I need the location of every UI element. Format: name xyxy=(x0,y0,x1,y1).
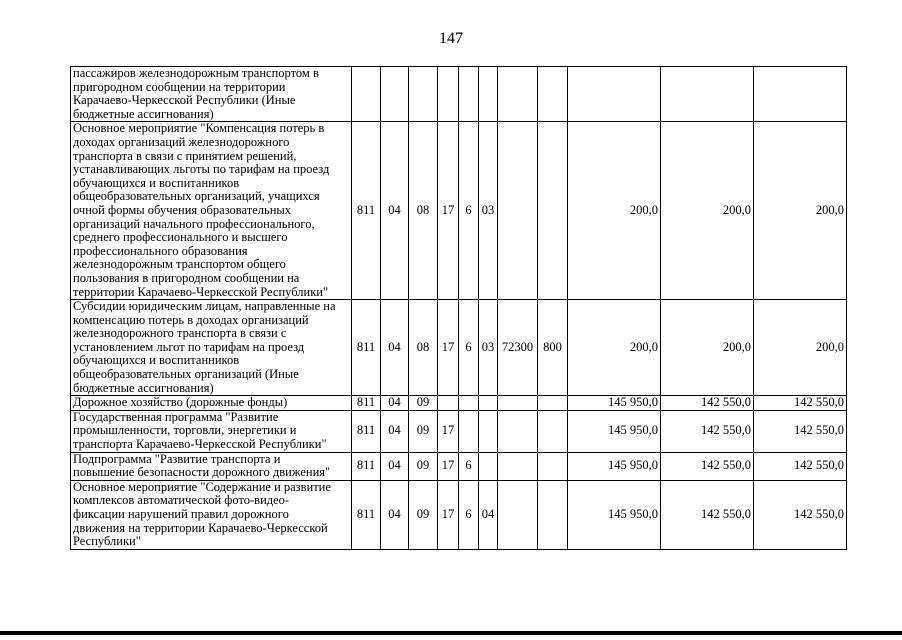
subprogram-code-cell xyxy=(459,67,479,122)
event-code-cell: 03 xyxy=(479,122,498,300)
expense-type-code-cell xyxy=(538,480,568,549)
subprogram-code-cell: 6 xyxy=(459,452,479,480)
amount-year-3-cell: 200,0 xyxy=(754,300,847,396)
budget-table xyxy=(70,66,847,550)
item-name-line: очной формы обучения образовательных xyxy=(73,202,292,217)
subsection-code-cell: 09 xyxy=(409,410,438,452)
amount-year-1-cell: 145 950,0 xyxy=(568,480,661,549)
item-name-cell xyxy=(71,300,352,396)
item-name-line: установлением льгот по тарифам на проезд xyxy=(73,339,305,354)
amount-year-2-cell: 200,0 xyxy=(661,122,754,300)
subsection-code-cell: 09 xyxy=(409,480,438,549)
amount-year-2-cell: 142 550,0 xyxy=(661,480,754,549)
item-name-line: пригородном сообщении на территории xyxy=(73,79,286,94)
item-name-line: пользования в пригородном сообщении на xyxy=(73,270,300,285)
expense-type-code-cell: 800 xyxy=(538,300,568,396)
expense-type-code-cell xyxy=(538,67,568,122)
section-code-cell: 04 xyxy=(381,452,409,480)
item-name-line: Карачаево-Черкесской Республики (Иные xyxy=(73,93,296,108)
item-name-line: профессионального образования xyxy=(73,243,248,258)
admin-code-cell: 811 xyxy=(352,300,381,396)
item-name-line: Основное мероприятие "Компенсация потерь в xyxy=(73,121,325,136)
item-name-line: повышение безопасности дорожного движения" xyxy=(73,465,331,480)
program-code-cell xyxy=(438,67,459,122)
admin-code-cell: 811 xyxy=(352,480,381,549)
program-code-cell xyxy=(438,396,459,411)
amount-year-1-cell: 200,0 xyxy=(568,122,661,300)
program-code-cell: 17 xyxy=(438,452,459,480)
item-name-line: транспорта в связи с принятием решений, xyxy=(73,148,297,163)
amount-year-2-cell: 142 550,0 xyxy=(661,410,754,452)
amount-year-3-cell xyxy=(754,67,847,122)
event-code-cell: 04 xyxy=(479,480,498,549)
item-name-line: бюджетные ассигнования) xyxy=(73,106,214,121)
section-code-cell: 04 xyxy=(381,410,409,452)
direction-code-cell xyxy=(498,452,538,480)
expense-type-code-cell xyxy=(538,396,568,411)
event-code-cell xyxy=(479,452,498,480)
item-name-line: транспорта Карачаево-Черкесской Республики" xyxy=(73,437,327,452)
amount-year-2-cell: 200,0 xyxy=(661,300,754,396)
direction-code-cell xyxy=(498,410,538,452)
item-name-line: Основное мероприятие "Содержание и развитие xyxy=(73,480,331,494)
table-row xyxy=(71,396,847,411)
admin-code-cell: 811 xyxy=(352,396,381,411)
amount-year-1-cell: 145 950,0 xyxy=(568,396,661,411)
amount-year-2-cell: 142 550,0 xyxy=(661,396,754,411)
item-name-cell xyxy=(71,452,352,480)
amount-year-1-cell: 200,0 xyxy=(568,300,661,396)
admin-code-cell: 811 xyxy=(352,452,381,480)
item-name-line: обучающихся и воспитанников xyxy=(73,353,240,368)
table-row xyxy=(71,300,847,396)
item-name-cell xyxy=(71,67,352,122)
item-name-line: Подпрограмма "Развитие транспорта и xyxy=(73,452,281,466)
table-row xyxy=(71,67,847,122)
section-code-cell: 04 xyxy=(381,396,409,411)
amount-year-1-cell: 145 950,0 xyxy=(568,452,661,480)
amount-year-3-cell: 200,0 xyxy=(754,122,847,300)
program-code-cell: 17 xyxy=(438,410,459,452)
amount-year-3-cell: 142 550,0 xyxy=(754,410,847,452)
event-code-cell xyxy=(479,396,498,411)
subprogram-code-cell: 6 xyxy=(459,480,479,549)
section-code-cell: 04 xyxy=(381,300,409,396)
item-name-line: Субсидии юридическим лицам, направленные на xyxy=(73,299,336,314)
item-name-line: пассажиров железнодорожным транспортом в xyxy=(73,66,319,80)
item-name-cell xyxy=(71,122,352,300)
direction-code-cell xyxy=(498,67,538,122)
table-row xyxy=(71,122,847,300)
table-row xyxy=(71,480,847,549)
item-name-cell xyxy=(71,410,352,452)
program-code-cell: 17 xyxy=(438,122,459,300)
amount-year-2-cell: 142 550,0 xyxy=(661,452,754,480)
item-name-line: устанавливающих льготы по тарифам на проезд xyxy=(73,162,330,177)
program-code-cell: 17 xyxy=(438,300,459,396)
direction-code-cell xyxy=(498,122,538,300)
item-name-line: Дорожное хозяйство (дорожные фонды) xyxy=(73,395,288,410)
item-name-line: Государственная программа "Развитие xyxy=(73,410,279,424)
item-name-line: обучающихся и воспитанников xyxy=(73,175,240,190)
direction-code-cell xyxy=(498,480,538,549)
subprogram-code-cell: 6 xyxy=(459,300,479,396)
amount-year-1-cell: 145 950,0 xyxy=(568,410,661,452)
subsection-code-cell: 09 xyxy=(409,396,438,411)
item-name-line: железнодорожным транспортом общего xyxy=(73,257,286,272)
item-name-line: комплексов автоматической фото-видео- xyxy=(73,493,290,508)
subsection-code-cell: 08 xyxy=(409,122,438,300)
subprogram-code-cell xyxy=(459,396,479,411)
table-row xyxy=(71,410,847,452)
admin-code-cell xyxy=(352,67,381,122)
item-name-line: территории Карачаево-Черкесской Республики" xyxy=(73,284,329,299)
item-name-line: среднего профессионального и высшего xyxy=(73,230,288,245)
expense-type-code-cell xyxy=(538,122,568,300)
subsection-code-cell xyxy=(409,67,438,122)
event-code-cell xyxy=(479,410,498,452)
item-name-line: компенсацию потерь в доходах организаций xyxy=(73,312,309,327)
expense-type-code-cell xyxy=(538,452,568,480)
item-name-line: фиксации нарушений правил дорожного xyxy=(73,507,289,521)
amount-year-3-cell: 142 550,0 xyxy=(754,396,847,411)
program-code-cell: 17 xyxy=(438,480,459,549)
section-code-cell: 04 xyxy=(381,480,409,549)
event-code-cell xyxy=(479,67,498,122)
item-name-line: бюджетные ассигнования) xyxy=(73,380,214,395)
item-name-line: общеобразовательных организаций (Иные xyxy=(73,367,299,382)
event-code-cell: 03 xyxy=(479,300,498,396)
subprogram-code-cell xyxy=(459,410,479,452)
amount-year-1-cell xyxy=(568,67,661,122)
amount-year-3-cell: 142 550,0 xyxy=(754,452,847,480)
item-name-line: организаций начального профессионального, xyxy=(73,216,315,231)
page-number: 147 xyxy=(439,30,463,47)
item-name-cell xyxy=(71,396,352,411)
item-name-line: железнодорожного транспорта в связи с xyxy=(73,326,287,341)
subprogram-code-cell: 6 xyxy=(459,122,479,300)
subsection-code-cell: 09 xyxy=(409,452,438,480)
expense-type-code-cell xyxy=(538,410,568,452)
item-name-line: движения на территории Карачаево-Черкесской xyxy=(73,520,328,535)
item-name-line: общеобразовательных организаций, учащихся xyxy=(73,189,320,204)
admin-code-cell: 811 xyxy=(352,122,381,300)
amount-year-3-cell: 142 550,0 xyxy=(754,480,847,549)
item-name-line: Республики" xyxy=(73,534,141,549)
item-name-line: промышленности, торговли, энергетики и xyxy=(73,423,297,438)
table-row xyxy=(71,452,847,480)
item-name-cell xyxy=(71,480,352,549)
admin-code-cell: 811 xyxy=(352,410,381,452)
section-code-cell: 04 xyxy=(381,122,409,300)
amount-year-2-cell xyxy=(661,67,754,122)
section-code-cell xyxy=(381,67,409,122)
subsection-code-cell: 08 xyxy=(409,300,438,396)
direction-code-cell: 72300 xyxy=(498,300,538,396)
item-name-line: доходах организаций железнодорожного xyxy=(73,134,290,149)
scan-bottom-edge xyxy=(0,631,902,635)
direction-code-cell xyxy=(498,396,538,411)
